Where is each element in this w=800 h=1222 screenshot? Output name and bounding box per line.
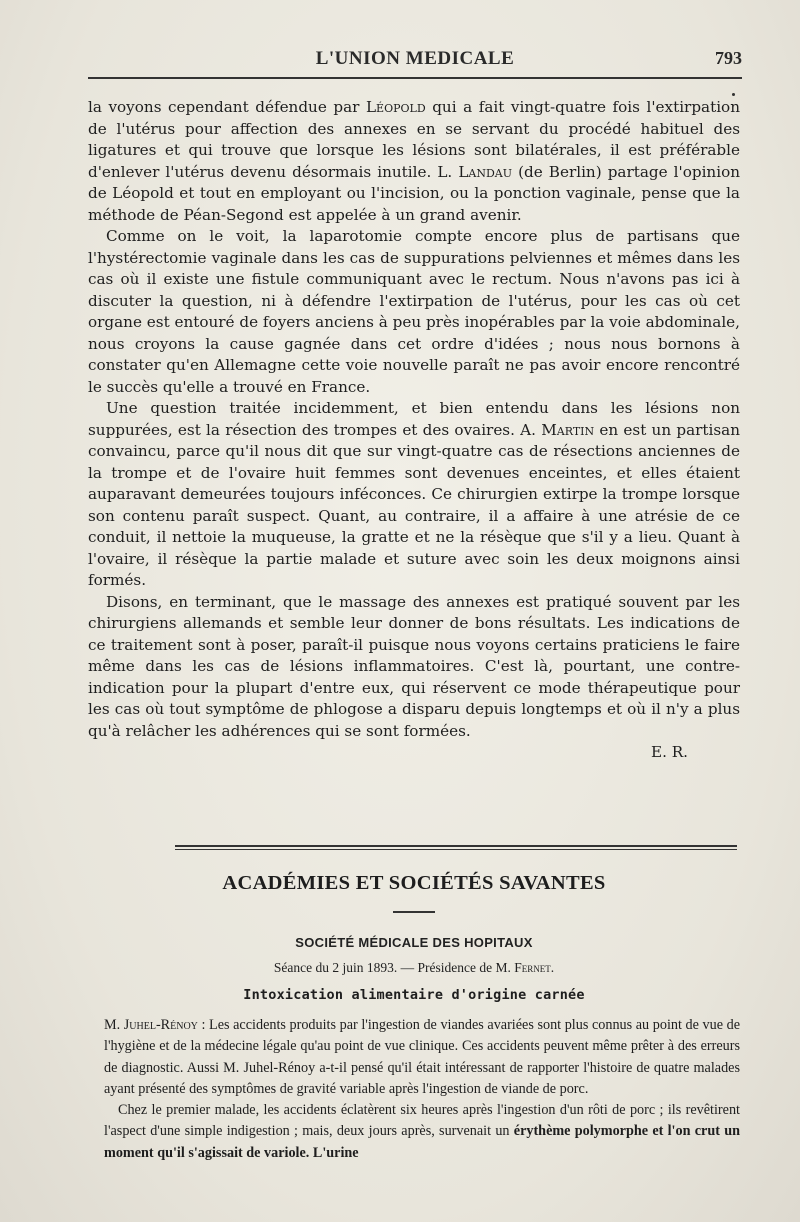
paragraph-2: Comme on le voit, la laparotomie compte encore plus de partisans que l'hystérectomie vaginale dans les cas de suppurations pelviennes et mêmes dans les cas où il existe une fistule communiquant avec le rectum. Nous n'avons pas ici à discuter la question, ni à défendre l'extirpation de l'utérus, pour les cas où cet organe est entouré de foyers anciens à peu près inopérables par la voie abdominale, nous croyons la cause gagnée dans cet ordre d'idées ; nous nous bornons à constater qu'en Allemagne cette voie nouvelle paraît ne pas avoir encore rencontré le succès qu'elle a trouvé en France.: [88, 227, 740, 396]
session-line: Séance du 2 juin 1893. — Présidence de M. Fernet.: [273, 960, 555, 975]
running-header: [88, 46, 742, 76]
section-divider: [175, 845, 737, 850]
society-name: SOCIÉTÉ MÉDICALE DES HOPITAUX: [295, 935, 533, 950]
president-name: Fernet: [514, 960, 551, 975]
author-name-martin: Martin: [541, 420, 595, 439]
paragraph-1: la voyons cependant défendue par Léopold qui a fait vingt-quatre fois l'extirpation de l'utérus pour affection des annexes en se servant du procédé habituel des ligatures et qui trouve que lorsque les lésions sont bilatérales, il est préférable d'enlever l'utérus devenu désormais inutile. L. Landau (de Berlin) partage l'opinion de Léopold et tout en employant ou l'incision, ou la ponction vaginale, pense que la méthode de Péan-Segond est appelée à un grand avenir.: [88, 98, 740, 224]
author-initials: E. R.: [650, 743, 688, 761]
speaker-name: M. Juhel-Rénoy: [104, 1017, 198, 1033]
report-paragraph-2: Chez le premier malade, les accidents éclatèrent six heures après l'ingestion d'un rôti de porc ; ils revêtirent l'aspect d'une simple indigestion ; mais, deux jours après, survenait un érythème polymorphe et l'on crut un moment qu'il s'agissait de variole. L'urine: [104, 1102, 740, 1161]
paragraph-3: Une question traitée incidemment, et bien entendu dans les lésions non suppurées, est la résection des trompes et des ovaires. A. Martin en est un partisan convaincu, parce qu'il nous dit que sur vingt-quatre cas de résections anciennes de la trompe et de l'ovaire huit femmes sont devenues enceintes, et elles étaient auparavant demeurées toujours inféconces. Ce chirurgien extirpe la trompe lorsque son contenu paraît suspect. Quant, au contraire, il a affaire à une atrésie de ce conduit, il nettoie la muqueuse, la gratte et ne la résèque que s'il y a lieu. Quant à l'ovaire, il résèque la partie malade et suture avec soin les deux moignons ainsi formés.: [88, 399, 741, 589]
journal-title: L'UNION MEDICALE: [315, 48, 515, 69]
signature-line: [88, 742, 740, 764]
title-underline: [393, 911, 435, 913]
print-speck: [732, 93, 735, 96]
session-report: [104, 1015, 740, 1164]
report-subheading: Intoxication alimentaire d'origine carnée: [243, 987, 585, 1003]
author-name-landau: Landau: [458, 162, 513, 181]
page-number: 793: [715, 48, 742, 68]
report-paragraph-1: M. Juhel-Rénoy : Les accidents produits par l'ingestion de viandes avariées sont plus connus au point de vue de l'hygiène et de la médecine légale qu'au point de vue clinique. Ces accidents peuvent même prêter à des erreurs de diagnostic. Aussi M. Juhel-Rénoy a-t-il pensé qu'il était intéressant de rapporter l'histoire de quatre malades ayant présenté des symptômes de gravité variable après l'ingestion de viande de porc.: [104, 1017, 740, 1097]
header-rule: [88, 77, 742, 79]
author-name-leopold: Léopold: [365, 98, 426, 116]
article-body: [88, 97, 740, 764]
paragraph-4: Disons, en terminant, que le massage des annexes est pratiqué souvent par les chirurgiens allemands et semble leur donner de bons résultats. Les indications de ce traitement sont à poser, paraît-il puisque nous voyons certains praticiens le faire même dans les cas de lésions inflammatoires. C'est là, pourtant, une contre-indication pour la plupart d'entre eux, qui réservent ce mode thérapeutique pour les cas où tout symptôme de phlogose a disparu depuis longtemps et où il n'y a plus qu'à relâcher les adhérences qui se sont formées.: [88, 592, 740, 740]
section-title: ACADÉMIES ET SOCIÉTÉS SAVANTES: [222, 872, 606, 894]
